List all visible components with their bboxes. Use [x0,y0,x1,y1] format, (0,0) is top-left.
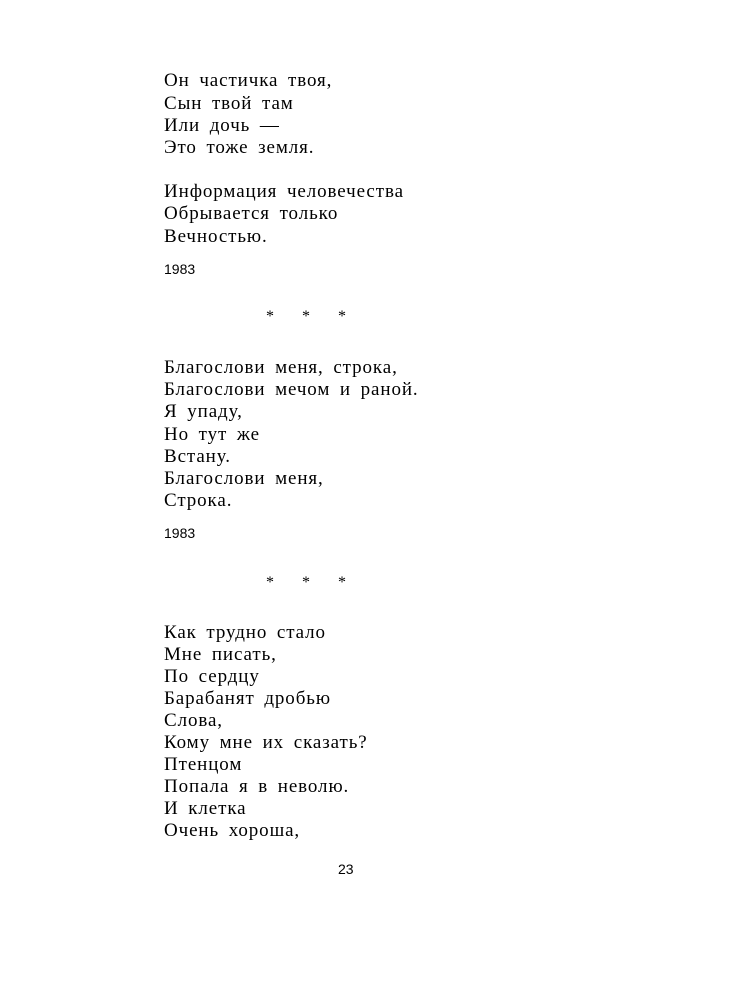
poem-line: Информация человечества [164,181,404,202]
poem-line: Как трудно стало [164,622,326,643]
page-number: 23 [338,861,354,877]
poem-line: И клетка [164,798,247,819]
poem-line: Благослови меня, строка, [164,357,398,378]
section-separator: * * * [266,308,358,325]
poem-line: Птенцом [164,754,243,775]
poem-line: Очень хороша, [164,820,301,841]
poem-line: Благослови мечом и раной. [164,379,419,400]
section-separator: * * * [266,574,358,591]
poem-line: Это тоже земля. [164,137,315,158]
poem-date: 1983 [164,261,196,277]
poem-line: Встану. [164,446,231,467]
poem-line: По сердцу [164,666,260,687]
poem-line: Я упаду, [164,401,243,422]
poem-line: Или дочь — [164,115,280,136]
poem-line: Мне писать, [164,644,277,665]
poem-line: Вечностью. [164,226,268,247]
poem-line: Сын твой там [164,93,294,114]
poem-line: Кому мне их сказать? [164,732,368,753]
poem-line: Слова, [164,710,223,731]
poem-line: Обрывается только [164,203,339,224]
poem-date: 1983 [164,525,196,541]
poem-line: Попала я в неволю. [164,776,350,797]
poem-line: Благослови меня, [164,468,324,489]
poem-line: Строка. [164,490,233,511]
poem-line: Но тут же [164,424,260,445]
poem-line: Барабанят дробью [164,688,331,709]
poem-line: Он частичка твоя, [164,70,333,91]
